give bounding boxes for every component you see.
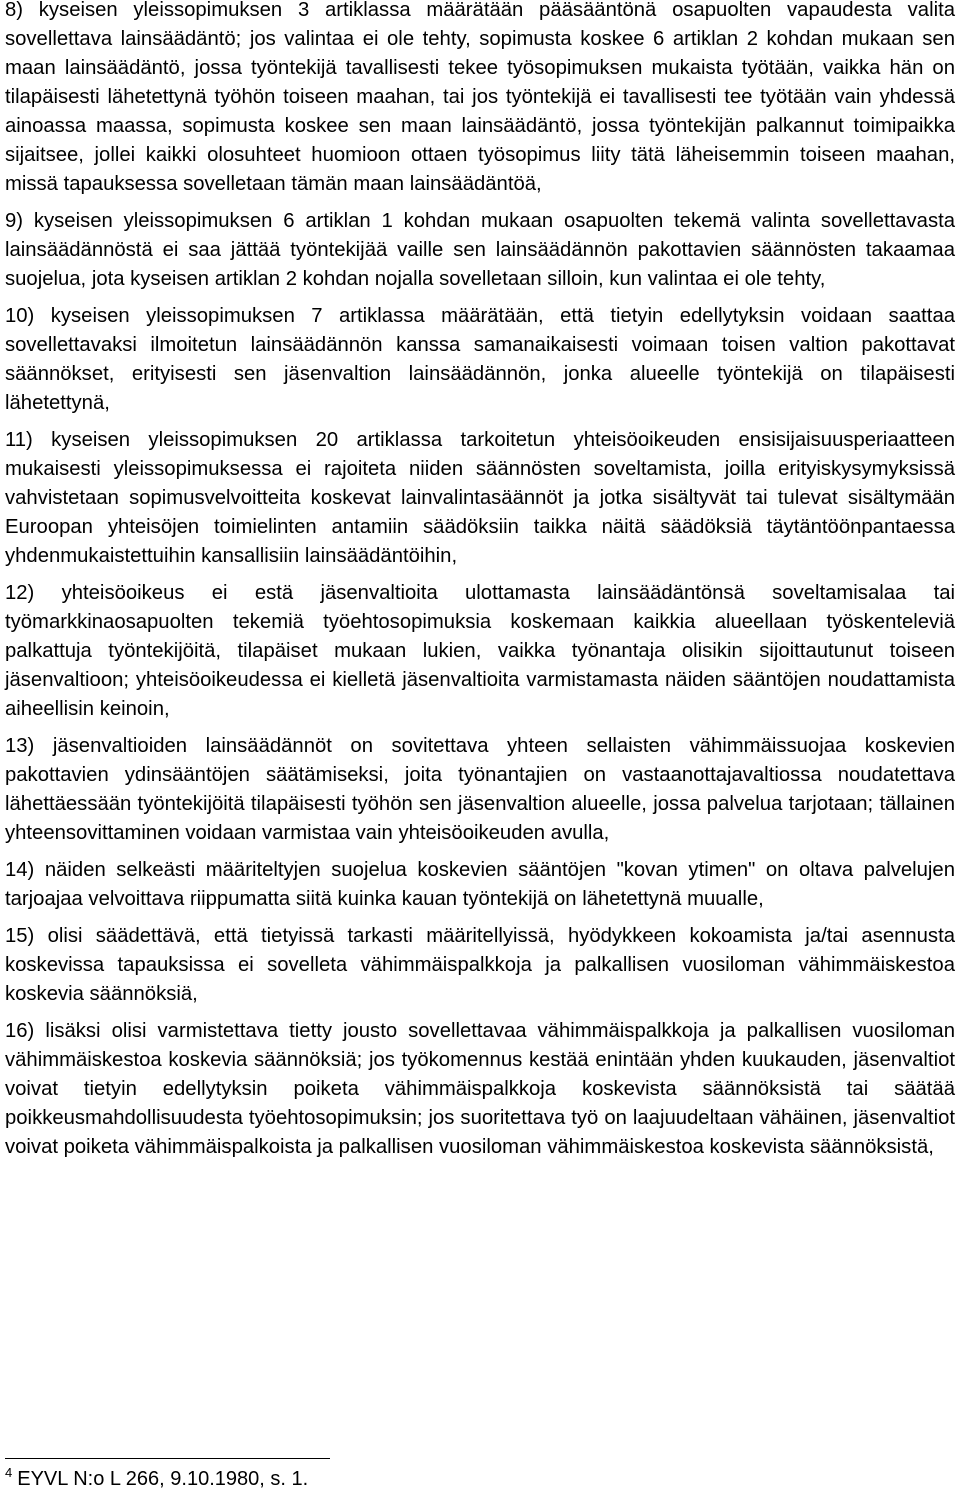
footnote-marker: 4 (5, 1465, 13, 1480)
document-body (5, 0, 955, 1170)
footnote-text: EYVL N:o L 266, 9.10.1980, s. 1. (17, 1468, 309, 1490)
paragraph-11: 11) kyseisen yleissopimuksen 20 artiklassa tarkoitetun yhteisöoikeuden ensisijaisuusperiaatteen mukaisesti yleissopimuksessa ei rajoiteta niiden säännösten soveltamista, joilla erityiskysymyksissä vahvistetaan sopimusvelvoitteita koskevat lainvalintasäännöt ja jotka sisältyvät tai tulevat sisältymään Euroopan yhteisöjen toimielinten antamiin säädöksiin taikka näitä säädöksiä täytäntöönpantaessa yhdenmukaistettuihin kansallisiin lainsäädäntöihin, (5, 429, 955, 567)
paragraph-12: 12) yhteisöoikeus ei estä jäsenvaltioita ulottamasta lainsäädäntönsä soveltamisalaa tai työmarkkinaosapuolten tekemiä työehtosopimuksia koskemaan kaikkia alueellaan työskenteleviä palkattuja työntekijöitä, tilapäiset mukaan lukien, vaikka työnantaja olisikin sijoittautunut toiseen jäsenvaltioon; yhteisöoikeudessa ei kielletä jäsenvaltioita varmistamasta näiden sääntöjen noudattamista aiheellisin keinoin, (5, 582, 955, 720)
paragraph-16: 16) lisäksi olisi varmistettava tietty jousto sovellettavaa vähimmäispalkkoja ja palkallisen vuosiloman vähimmäiskestoa koskevia säännöksiä; jos työkomennus kestää enintään yhden kuukauden, jäsenvaltiot voivat tietyin edellytyksin poiketa vähimmäispalkkoja koskevista säännöksistä tai säätää poikkeusmahdollisuudesta työehtosopimuksin; jos suoritettava työ on laajuudeltaan vähäinen, jäsenvaltiot voivat poiketa vähimmäispalkoista ja palkallisen vuosiloman vähimmäiskestoa koskevista säännöksistä, (5, 1020, 955, 1158)
paragraph-14: 14) näiden selkeästi määriteltyjen suojelua koskevien sääntöjen "kovan ytimen" on oltava palvelujen tarjoajaa velvoittava riippumatta siitä kuinka kauan työntekijä on lähetettynä muualle, (5, 859, 955, 910)
footnote (5, 1466, 308, 1492)
footnote-separator (5, 1458, 330, 1459)
paragraph-13: 13) jäsenvaltioiden lainsäädännöt on sovitettava yhteen sellaisten vähimmäissuojaa koskevien pakottavien ydinsääntöjen säätämiseksi, joita työnantajien on vastaanottajavaltiossa noudatettava lähettäessään työntekijöitä tilapäisesti työhön sen jäsenvaltion alueelle, jossa palvelua tarjotaan; tällainen yhteensovittaminen voidaan varmistaa vain yhteisöoikeuden avulla, (5, 735, 955, 844)
paragraph-8: 8) kyseisen yleissopimuksen 3 artiklassa määrätään pääsääntönä osapuolten vapaudesta valita sovellettava lainsäädäntö; jos valintaa ei ole tehty, sopimusta koskee 6 artiklan 2 kohdan mukaan sen maan lainsäädäntö, jossa työntekijä tavallisesti tekee työsopimuksen mukaista työtään, vaikka hän on tilapäisesti lähetettynä työhön toiseen maahan, tai jos työntekijä ei tavallisesti tee työtään vain yhdessä ainoassa maassa, sopimusta koskee sen maan lainsäädäntö, jossa työntekijän palkannut toimipaikka sijaitsee, jollei kaikki olosuhteet huomioon ottaen työsopimus liity tätä läheisemmin toiseen maahan, missä tapauksessa sovelletaan tämän maan lainsäädäntöä, (5, 0, 955, 195)
paragraph-15: 15) olisi säädettävä, että tietyissä tarkasti määritellyissä, hyödykkeen kokoamista ja/tai asennusta koskevissa tapauksissa ei sovelleta vähimmäispalkkoja ja palkallisen vuosiloman vähimmäiskestoa koskevia säännöksiä, (5, 925, 955, 1005)
paragraph-9: 9) kyseisen yleissopimuksen 6 artiklan 1 kohdan mukaan osapuolten tekemä valinta sovellettavasta lainsäädännöstä ei saa jättää työntekijää vaille sen lainsäädännön pakottavien säännösten takaamaa suojelua, jota kyseisen artiklan 2 kohdan nojalla sovelletaan silloin, kun valintaa ei ole tehty, (5, 210, 955, 290)
paragraph-10: 10) kyseisen yleissopimuksen 7 artiklassa määrätään, että tietyin edellytyksin voidaan saattaa sovellettavaksi ilmoitetun lainsäädännön kanssa samanaikaisesti voimaan toisen valtion pakottavat säännökset, erityisesti sen jäsenvaltion lainsäädännön, jonka alueelle työntekijä on tilapäisesti lähetettynä, (5, 305, 955, 414)
